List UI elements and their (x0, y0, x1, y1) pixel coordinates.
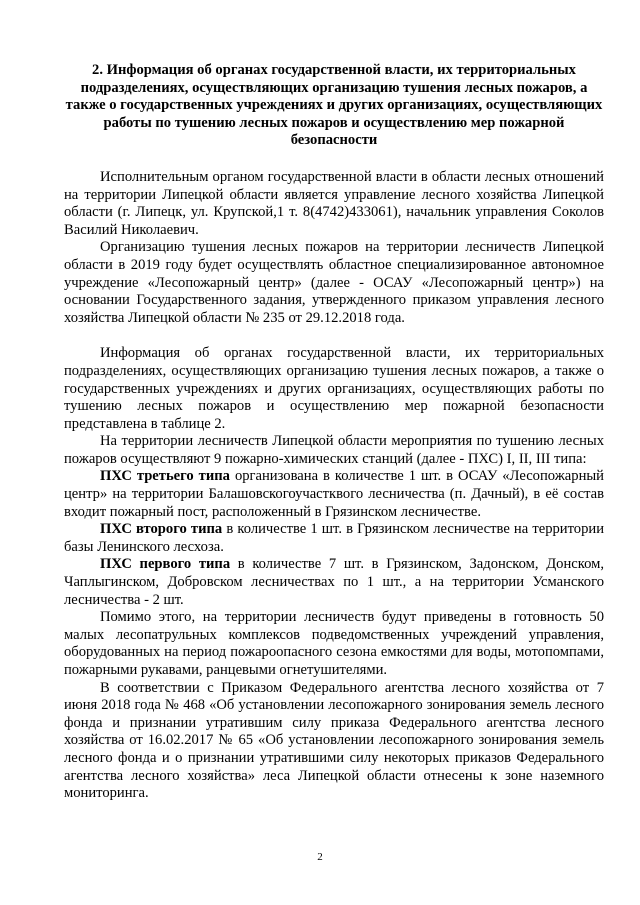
paragraph-fire-center: Организацию тушения лесных пожаров на территории лесничеств Липецкой области в 2019 году будет осуществлять областное специализированное автономное учреждение «Лесопожарный центр» (далее - ОСАУ «Лесопожарный центр») на основании Государственного задания, утвержденного приказом управления лесного хозяйства Липецкой области № 235 от 29.12.2018 года. (64, 239, 604, 326)
paragraph-patrol-complexes: Помимо этого, на территории лесничеств будут приведены в готовность 50 малых лесопатрульных комплексов подведомственных учреждений управления, оборудованных на период пожароопасного сезона емкостями для воды, мотопомпами, пожарными рукавами, ранцевыми огнетушителями. (64, 609, 604, 678)
paragraph-gap (64, 327, 604, 345)
pxs-type1-text: в количестве 7 шт. в Грязинском, Задонском, Донском, Чаплыгинском, Добровском лесничествах по 1 шт., а на территории Усманского лесничества - 2 шт. (64, 556, 604, 608)
paragraph-info-table: Информация об органах государственной власти, их территориальных подразделениях, осуществляющих организацию тушения лесных пожаров, а также о государственных учреждениях и других организациях, осуществляющих работы по тушению лесных пожаров и осуществлению мер пожарной безопасности представлена в таблице 2. (64, 345, 604, 432)
paragraph-executive-body: Исполнительным органом государственной власти в области лесных отношений на территории Липецкой области является управление лесного хозяйства Липецкой области (г. Липецк, ул. Крупской,1 т. 8(4742)433061), начальник управления Соколов Василий Николаевич. (64, 168, 604, 238)
paragraph-pxs-type1 (64, 556, 604, 609)
pxs-type1-label: ПХС первого типа (100, 556, 231, 573)
paragraph-stations: На территории лесничеств Липецкой области мероприятия по тушению лесных пожаров осуществляют 9 пожарно-химических станций (далее - ПХС) I, II, III типа: (64, 433, 604, 467)
pxs-type2-text: в количестве 1 шт. в Грязинском лесничестве на территории базы Ленинского лесхоза. (64, 521, 605, 555)
pxs-type2-label: ПХС второго типа (100, 521, 223, 538)
page-number: 2 (317, 851, 323, 863)
pxs-type3-text: организована в количестве 1 шт. в ОСАУ «Лесопожарный центр» на территории Балашовскогоучастквого лесничества (п. Дачный), в её состав входит пожарный пост, расположенный в Грязинском лесничестве. (64, 468, 604, 520)
pxs-type3-label: ПХС третьего типа (100, 468, 230, 485)
paragraph-pxs-type2 (64, 521, 604, 556)
section-heading: 2. Информация об органах государственной власти, их территориальных подразделениях, осуществляющих организацию тушения лесных пожаров, а также о государственных учреждениях и других организациях, осуществляющих работы по тушению лесных пожаров и осуществлению мер пожарной безопасности (65, 62, 603, 149)
document-page (64, 62, 604, 803)
paragraph-pxs-type3 (64, 468, 604, 521)
paragraph-zoning-order: В соответствии с Приказом Федерального агентства лесного хозяйства от 7 июня 2018 года № 468 «Об установлении лесопожарного зонирования земель лесного фонда и признании утратившим силу приказа Федерального агентства лесного хозяйства от 16.02.2017 № 65 «Об установлении лесопожарного зонирования земель лесного фонда и о признании утратившими силу некоторых приказов Федерального агентства лесного хозяйства» леса Липецкой области отнесены к зоне наземного мониторинга. (64, 679, 604, 802)
